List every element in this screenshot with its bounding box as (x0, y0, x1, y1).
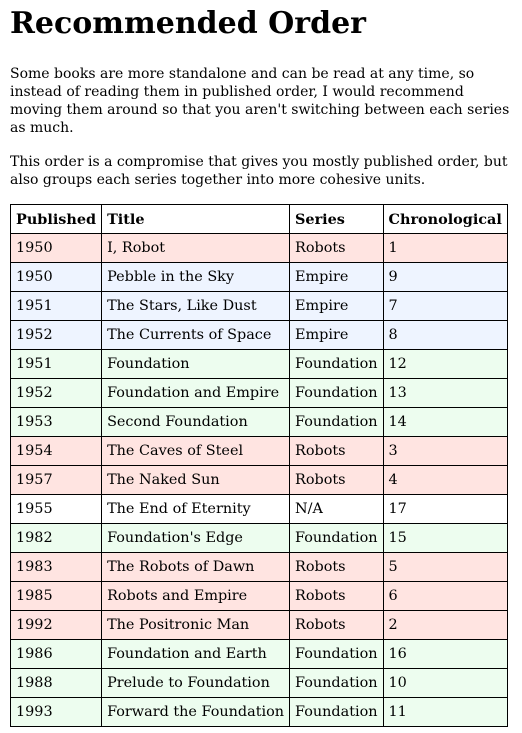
cell-chronological: 6 (383, 582, 507, 611)
cell-series: Empire (290, 321, 384, 350)
cell-published: 1954 (11, 437, 102, 466)
table-row (11, 640, 508, 669)
table-row (11, 408, 508, 437)
cell-chronological: 3 (383, 437, 507, 466)
cell-series: Foundation (290, 640, 384, 669)
cell-series: Robots (290, 582, 384, 611)
cell-title: I, Robot (102, 234, 290, 263)
cell-series: Empire (290, 292, 384, 321)
table-body (11, 234, 508, 727)
table-row (11, 582, 508, 611)
cell-title: Foundation and Earth (102, 640, 290, 669)
cell-chronological: 1 (383, 234, 507, 263)
cell-published: 1985 (11, 582, 102, 611)
table-row (11, 669, 508, 698)
page-content (10, 0, 515, 727)
header-series: Series (290, 205, 384, 234)
cell-published: 1982 (11, 524, 102, 553)
cell-published: 1955 (11, 495, 102, 524)
cell-title: The Caves of Steel (102, 437, 290, 466)
cell-series: Robots (290, 611, 384, 640)
cell-title: The End of Eternity (102, 495, 290, 524)
cell-series: Robots (290, 437, 384, 466)
cell-series: Foundation (290, 379, 384, 408)
cell-published: 1988 (11, 669, 102, 698)
cell-published: 1953 (11, 408, 102, 437)
cell-published: 1983 (11, 553, 102, 582)
table-row (11, 321, 508, 350)
cell-published: 1950 (11, 234, 102, 263)
header-published: Published (11, 205, 102, 234)
cell-published: 1986 (11, 640, 102, 669)
cell-series: Robots (290, 553, 384, 582)
cell-published: 1993 (11, 698, 102, 727)
table-row (11, 292, 508, 321)
table-row (11, 466, 508, 495)
cell-series: N/A (290, 495, 384, 524)
cell-chronological: 12 (383, 350, 507, 379)
cell-title: The Stars, Like Dust (102, 292, 290, 321)
cell-chronological: 17 (383, 495, 507, 524)
cell-published: 1952 (11, 321, 102, 350)
cell-series: Robots (290, 466, 384, 495)
cell-chronological: 14 (383, 408, 507, 437)
cell-published: 1950 (11, 263, 102, 292)
cell-series: Foundation (290, 669, 384, 698)
cell-chronological: 7 (383, 292, 507, 321)
cell-chronological: 9 (383, 263, 507, 292)
header-title: Title (102, 205, 290, 234)
cell-title: Foundation and Empire (102, 379, 290, 408)
cell-chronological: 8 (383, 321, 507, 350)
cell-series: Foundation (290, 524, 384, 553)
table-row (11, 263, 508, 292)
table-row (11, 437, 508, 466)
cell-title: The Currents of Space (102, 321, 290, 350)
cell-title: The Positronic Man (102, 611, 290, 640)
cell-title: Foundation (102, 350, 290, 379)
page-title: Recommended Order (10, 6, 366, 41)
cell-chronological: 16 (383, 640, 507, 669)
cell-title: Second Foundation (102, 408, 290, 437)
table-row (11, 524, 508, 553)
cell-chronological: 13 (383, 379, 507, 408)
compromise-paragraph: This order is a compromise that gives you mostly published order, but also groups each series together into more cohesive units. (10, 154, 508, 188)
table-header-row (11, 205, 508, 234)
cell-series: Foundation (290, 698, 384, 727)
cell-chronological: 10 (383, 669, 507, 698)
cell-title: Prelude to Foundation (102, 669, 290, 698)
table-row (11, 611, 508, 640)
cell-chronological: 4 (383, 466, 507, 495)
table-row (11, 234, 508, 263)
table-row (11, 553, 508, 582)
cell-title: The Robots of Dawn (102, 553, 290, 582)
table-row (11, 495, 508, 524)
intro-paragraph: Some books are more standalone and can be read at any time, so instead of reading them in published order, I would recommend moving them around so that you aren't switching between each series as much. (10, 66, 510, 136)
cell-published: 1952 (11, 379, 102, 408)
recommended-order-table (10, 204, 508, 727)
cell-published: 1951 (11, 292, 102, 321)
cell-title: Foundation's Edge (102, 524, 290, 553)
cell-series: Foundation (290, 350, 384, 379)
cell-published: 1992 (11, 611, 102, 640)
table-row (11, 698, 508, 727)
cell-chronological: 11 (383, 698, 507, 727)
cell-chronological: 15 (383, 524, 507, 553)
cell-chronological: 5 (383, 553, 507, 582)
cell-series: Foundation (290, 408, 384, 437)
cell-title: Pebble in the Sky (102, 263, 290, 292)
cell-chronological: 2 (383, 611, 507, 640)
cell-title: Robots and Empire (102, 582, 290, 611)
cell-published: 1957 (11, 466, 102, 495)
table-row (11, 379, 508, 408)
cell-published: 1951 (11, 350, 102, 379)
header-chronological: Chronological (383, 205, 507, 234)
table-row (11, 350, 508, 379)
cell-title: The Naked Sun (102, 466, 290, 495)
cell-series: Robots (290, 234, 384, 263)
cell-series: Empire (290, 263, 384, 292)
cell-title: Forward the Foundation (102, 698, 290, 727)
